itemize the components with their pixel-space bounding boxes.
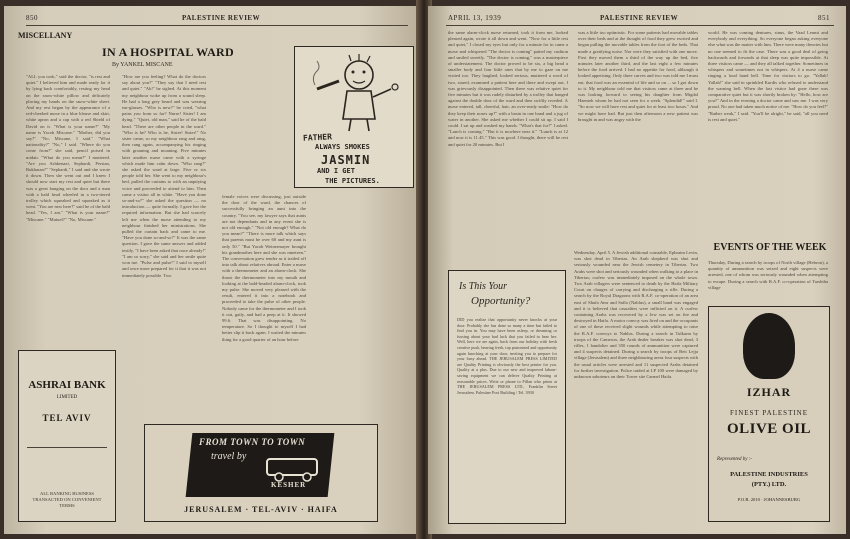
izhar-bottle-icon (743, 313, 795, 379)
bank-limited: LIMITED (56, 395, 78, 400)
kesher-transport-ad (144, 424, 378, 522)
header-rule-left (26, 25, 408, 26)
article-byline: By YANKEL MISCANE (112, 62, 173, 68)
bank-note: ALL BANKING BUSINESS TRANSACTED ON CONVENIENT TERMS (32, 491, 102, 508)
bank-name: ASHRAI BANK (28, 379, 106, 391)
jasmin-cartoon-ad (294, 46, 414, 188)
transport-route: JERUSALEM · TEL-AVIV · HAIFA (184, 505, 338, 514)
cartoon-text-1: FATHER (302, 132, 333, 143)
running-head-right: PALESTINE REVIEW (600, 14, 679, 22)
events-column: Wednesday, April 5. A Jewish additional constable, Ephraim Levin, was shot dead in Tiberias. An Arab shepherd was shot and seriously wounded near the Jewish cemetery in Tiberias. Two Arabs were shot and seriously wounded when walking to a place in Tiberias; curfew was immediately imposed on the whole town. Two Arab villagers were sentenced to death by the Haifa Military Court on charges of carrying and discharging a rifle. During a search by the Royal Dragoons with R.A.F. co-operation of an area east of Shafa Amr and Saffa (Nablus), a small band was engaged and it is believed that casualties were inflicted on it. A curfew containing Arabs was recovered by a Jew was set on fire and destroyed in Haifa. A motor convoy was fired on and the occupants of one of these received slight wounds while attempting to raise the R.A.F. convoys to Nablus. During a search in Tulkarm by troops of the Cameron, the Arab dealer breaker was shot dead, 3 rifles, 1 bandolier and 350 rounds of ammunition were captured and 4 suspects detained. During a search by troops of Beit Lejja village (Jerusalem) and three neighbouring areas four suspects with the usual articles were arrested and 11 suspected Arabs detained for further investigation. Police raided at LP 100 were damaged by unknown saboteurs on their Tower site Carmel Haifa. (574, 250, 698, 380)
cartoon-text-4: AND I GET (317, 167, 355, 175)
ad-title-a: Is This Your (459, 281, 507, 292)
article-title: IN A HOSPITAL WARD (102, 45, 234, 59)
cartoon-text-2: ALWAYS SMOKES (315, 143, 370, 151)
izhar-line-2: OLIVE OIL (726, 421, 812, 437)
transport-brand: KESHER (271, 481, 307, 489)
article-continued-col-2: was a little too optimistic. For some patients had movable tables over their beds and at the thought of food they grew excited and began pulling the movable tables from the foot of the beds. That made a gratifying noise. Nor were they satisfied with one move. First they moved them a third of the way up the bed, five minutes later another third, and the last eight a few minutes before the food arrived. I had no appetite for food, although it looked appetising. Only three curves and two was told me I must eat, that food was an essential of life and so on ... so I got down to it. My neighbour told me that visitors came at three and he was looking forward to seeing his daughter from Migdal Haemek whom he had not seen for a week. "Splendid!" said I. "So now we will have rest and quiet for at least two hours." And we might have had. But just then afternoon a new patient was brought in and was angry with the (578, 30, 698, 122)
izhar-line-1: FINEST PALESTINE (729, 409, 809, 417)
izhar-brand: IZHAR (746, 385, 792, 399)
transport-line-1: FROM TOWN TO TOWN (199, 437, 306, 447)
cartoon-text-5: THE PICTURES. (325, 177, 380, 185)
article-column-1: "ALL you took," said the doctor, "is rest and quiet." I believed him and made ready for it by lying back comfortably, resting my head on the snow-white pillow and delicately placing my hands on the snow-white sheet. And my rest began by the appearance of a red-cheeked nurse in a blue blouse and skirt, white apron and a cap with a red Shield of David on it. "What is your name?" "My name is Yacob Miscane." "Mother, did you say?" "No, Miscane, I said." "What nationality?" "No," I said. "Where do you come from?" she said, pencil poised in midair. "What do you mean?" I muttered. "Are you Ashkenazi, Sephardi, Persian, Bukharan?" "Sephardi," I said and she wrote it down. Then she went out and I knew I should now start my rest and quiet but there was a great banging on the door and a man with a bald head wheeled in a two-tiered trolley which squeaked and squeaked as it went. "You are new here?" said he of the bald head. "Yes, I am." "What is your name?" "Miscane." "Mutuel?" "No, Miscane." (26, 74, 110, 222)
smoking-man-illustration-icon (295, 47, 413, 133)
ad-title-b: Opportunity? (471, 295, 531, 307)
header-rule-right (446, 25, 834, 26)
article-continued-col-3: world. He was coming dentures, sinus, the Vaad Leumi and everybody and everything. So everyone began asking everyone else what was the matter with him. There were many theories but no one seemed to fit the case. There was a good deal of going backwards and forwards at that sleep was quite impossible. At three visitors came — and they all talked together. Sometimes in whispers and sometimes not in whispers. At 4 a nurse came ringing a loud hand bell. Time for visitors to go. "Yallah! Yallah!" she said in sprinkled Kurdis who refused to understand the warning bell. When the last visitor had gone there was comparative quiet but it was shortly broken by: "Hello, how are you?" And in the evening a doctor came and saw me. I was very proud. No one had taken much notice of me. "How do you feel?" "Rather weak," I said. "You'll be alright," he said, "all you need is rest and quiet." (708, 30, 828, 122)
article-continued-col-1: the same alarm-clock nurse returned, took it from me, looked pleased again, wrote it all down and went. "Now for a little rest and quiet," I closed my eyes but only for a minute for in came a nurse and whispered "The doctor is coming" patted my cushion and smiled sweetly. "The doctor is coming," was a masterpiece of understatement. The doctor proved to be six, a big head a smaller body and four little ones that by me to gaze on me visited too. They laughed, looked serious, muttered a word of two, stared, examined a patient here and there and swept out. I was grievously disappointed. Then there was relative quiet for five minutes but it was rudely disturbed by a trolley that banged against the double door of the ward and then swiftly receded. A nurse entered, tall, cheerful, hair, an over-ready smile: "How do they keep their noses up?" with a basin in one hand and a jug of water in another. She asked me whether I could sit up. I said I could. I sat up and washed my hands. "What's that for?" I asked. "Lunch is coming." "But it is nowhere near it." "Lunch is at 12 and now it is 11.45." This was good. I thought, there will be rest and quiet for 20 minutes. But I (448, 30, 568, 147)
bank-divider (27, 447, 107, 448)
izhar-represented: Represented by :- (717, 457, 753, 462)
events-heading: EVENTS OF THE WEEK (713, 242, 827, 253)
cartoon-text-3: JASMIN (321, 153, 371, 167)
izhar-company-b: (PTY.) LTD. (751, 481, 787, 488)
izhar-address: P.O.B. 2010 · JOHANNESBURG (737, 497, 801, 502)
left-page (4, 6, 420, 534)
ashrai-bank-ad (18, 350, 116, 522)
article-column-2: "How are you feeling? What do the doctors say about you?" "They say that I need rest and quiet." "Ah!" he sighed. At this moment my neighbour woke up from a sound sleep. He had a long grey beard and was wearing ear-glasses. "Who is new?" he cried, "what pains you from so far? Nurse! Sister! I am dying." "Quiet, old man," said he of the bald head. "There are other people in the ward." "Who is he? Who is he, Sister! Sister!" No sister came, so my neighbour rang and rang, then rang again, accompanying his ringing with groaning and moaning. Five minutes later another nurse came with a syringe which made him calm down. "Who rang?" she asked the ward at large. Five or six people told her. She went to my neighbour's bed, pulled the curtains to with an unpitying voice and proceeded to attend to him. Then came a visitor all in white. "Have you done so-and-so?" she asked the question — no introduction — quite formally. I gave her the required information. But she had scarcely left me when the nurse attending to my neighbour finished her ministrations. She pulled the curtain back and came to me. "Have you done so-and-so?" It was the same question. I gave the same answer and added testily, "I have been asked that once already!" "I am so sorry," she said and her smile quite won me. "Pulse and pulse!" I said to myself and once more prepared for it that it was not immediately possible. Two (122, 74, 206, 278)
date-head: APRIL 13, 1939 (448, 14, 502, 22)
ad-body: DID you realize that opportunity never knocks at your door. Probably she has done so many a time but failed to find you in. You may have been asleep, or dreaming or fussing about your bad luck that you failed to hear her. Well, here we are again, back from our holiday with fresh creative push, bearing fresh, top patronised and opportunity again knocking at your door, inviting you to prepare for your busy ahead. THE JERUSALEM PRESS LIMITED are Quality Printing is obviously the best printer for you. Quality at a plus. Due to our new and improved labour-saving equipment we can deliver Quality Printing at reasonable prices. Write or phone to Fillan who prints at THE JERUSALEM PRESS LTD., Franklin Street Jerusalem. Palestine Post Building / Tel. 3930 (457, 317, 557, 395)
article-column-3: female voices were discussing, just outside the door of the ward, the chances of successfully bringing an aunt into the country. "You see, my lawyer says that aunts are not dependants and in any event she is not old enough." "Not old enough? What do you mean?" "There is more talk which says that parents must be over 60 and my aunt is only 50." "But Yacob Weinermayer brought his grandmother here and she was nineteen." The conversation grew tender as it trailed off into talk about relatives abroad. Enter a nurse with a thermometer and an alarm-clock. She thrust the thermometer into my mouth and looking at the bald-headed alarm-clock, took my pulse. She moved very pleased with the result, entered it into a notebook and proceeded to take the pulse of other people. Nobody came for the thermometer and I took it out, gaily, and had a peep at it. It showed 99.6. That was disappointing. No temperature. So I thought to myself I had better slip it back again. I waited the minutes thing for a good quarter of an hour before (222, 194, 306, 342)
bank-city: TEL AVIV (42, 413, 92, 423)
izhar-company-a: PALESTINE INDUSTRIES (730, 471, 808, 478)
page-number-left: 850 (26, 14, 38, 22)
jerusalem-press-ad (448, 270, 566, 524)
izhar-olive-oil-ad (708, 306, 830, 522)
running-head-left: PALESTINE REVIEW (182, 14, 261, 22)
events-continued: Thursday, During a search by troops of North village (Hebron), a quantity of ammunition was seized and eight suspects were arrested, one of whom was seriously wounded when attempting to escape. During a search with R.A.F. co-operation of Tarshiha village (708, 260, 828, 290)
right-page (428, 6, 846, 534)
transport-line-2: travel by (211, 451, 247, 462)
page-number-right: 851 (818, 14, 830, 22)
section-label: MISCELLANY (18, 31, 73, 40)
